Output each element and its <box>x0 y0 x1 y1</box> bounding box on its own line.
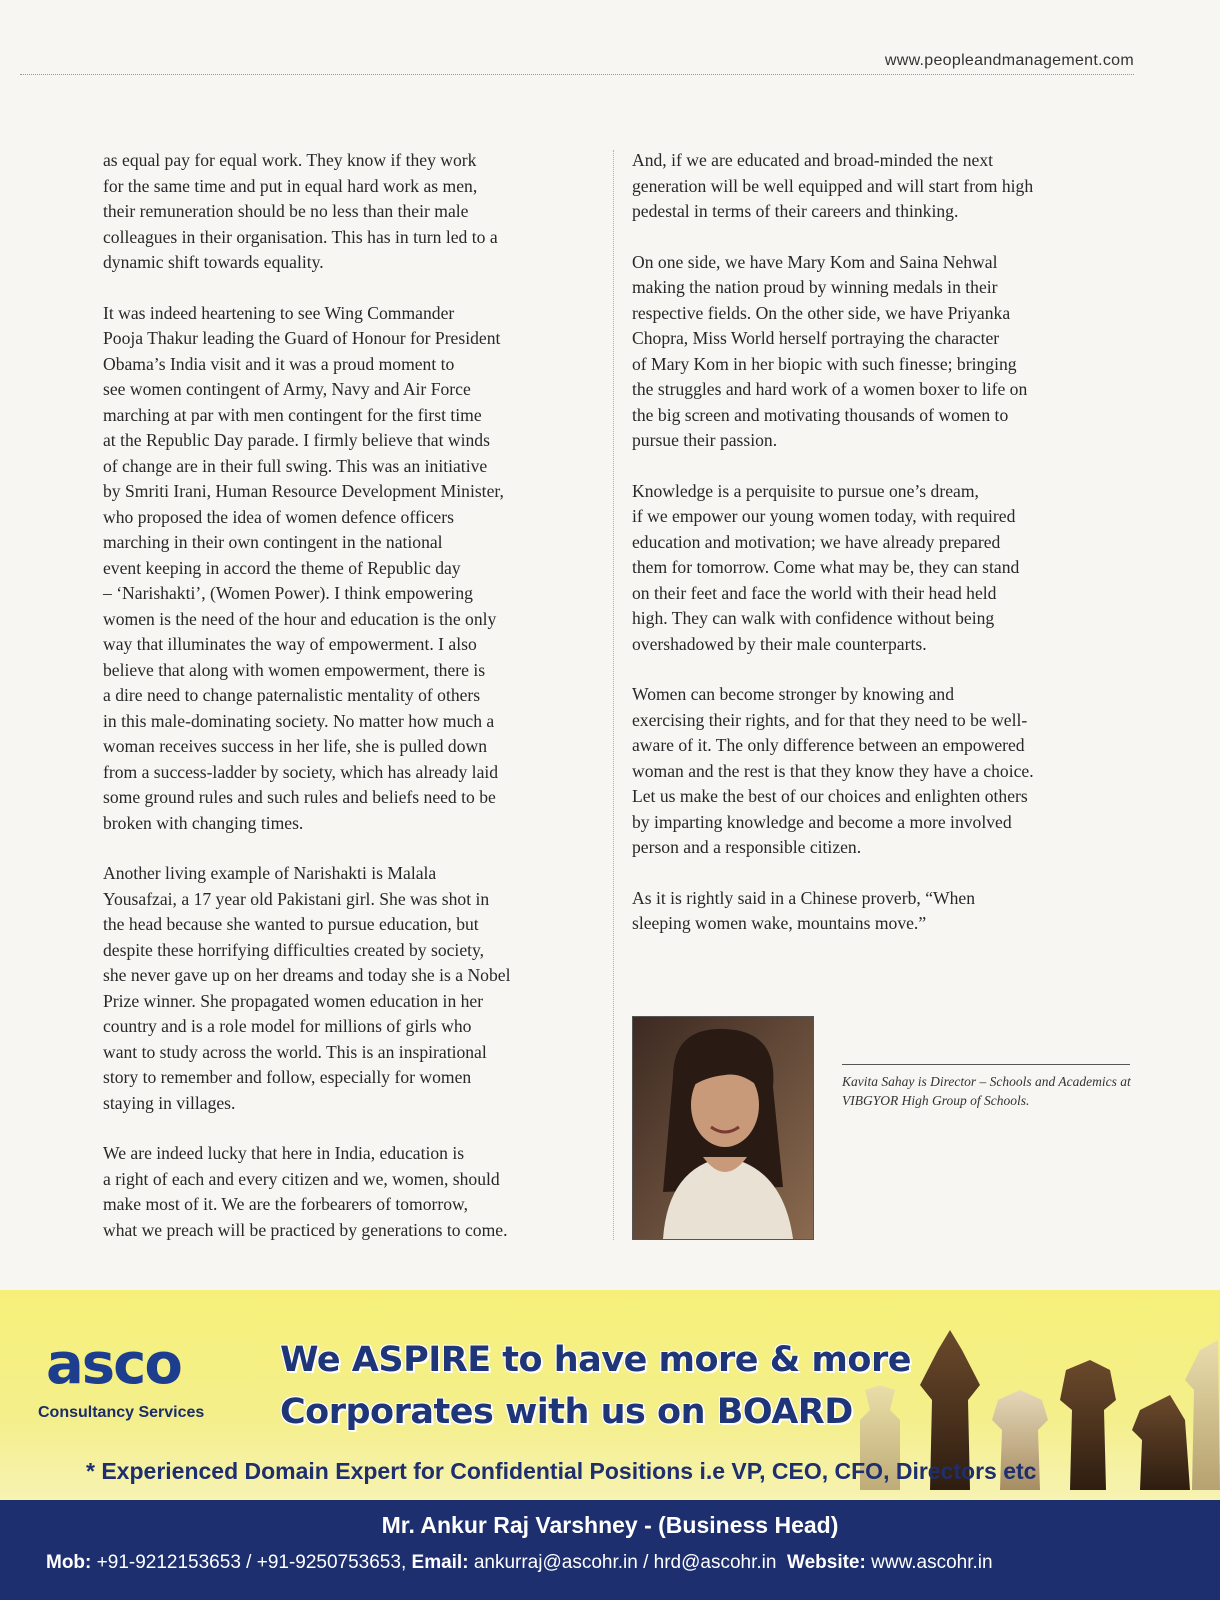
asco-logo <box>38 1334 228 1424</box>
header-divider <box>20 74 1134 75</box>
column-divider <box>613 150 614 1240</box>
website-label: Website: <box>787 1552 866 1573</box>
ad-headline-line2: Corporates with us on BOARD <box>280 1392 853 1432</box>
logo-subtitle: Consultancy Services <box>38 1404 205 1421</box>
article-paragraph: Knowledge is a perquisite to pursue one’s dream, if we empower our young women today, with required education and motivation; we have already prepared them for tomorrow. Come what may be, they can stand on their feet and face the world with their head held high. They can walk with confidence without being overshadowed by their male counterparts. <box>632 480 1020 654</box>
mob-label: Mob: <box>46 1552 92 1573</box>
article-right-column <box>632 148 1127 962</box>
logo-wordmark: asco <box>46 1332 181 1397</box>
ad-headline <box>280 1334 911 1438</box>
contact-name: Mr. Ankur Raj Varshney - (Business Head) <box>381 1512 839 1538</box>
article-paragraph: On one side, we have Mary Kom and Saina Nehwal making the nation proud by winning medals in their respective fields. On the other side, we have Priyanka Chopra, Miss World herself portraying the character of Mary Kom in her biopic with such finesse; bringing the struggles and hard work of a women boxer to life on the big screen and motivating thousands of women to pursue their passion. <box>632 251 1028 450</box>
header-url: www.peopleandmanagement.com <box>884 52 1134 69</box>
caption-divider <box>842 1064 1130 1065</box>
email-value: ankurraj@ascohr.in / hrd@ascohr.in <box>473 1552 777 1573</box>
article-paragraph: It was indeed heartening to see Wing Commander Pooja Thakur leading the Guard of Honour for President Obama’s India visit and it was a proud moment to see women contingent of Army, Navy and Air Force marching at par with men contingent for the first time at the Republic Day parade. I firmly believe that winds of change are in their full swing. This was an initiative by Smriti Irani, Human Resource Development Minister, who proposed the idea of women defence officers marching in their own contingent in the national event keeping in accord the theme of Republic day – ‘Narishakti’, (Women Power). I think empowering women is the need of the hour and education is the only way that illuminates the way of empowerment. I also believe that along with women empowerment, there is a dire need to change paternalistic mentality of others in this male-dominating society. No matter how much a woman receives success in her life, she is pulled down from a success-ladder by society, which has already laid some ground rules and such rules and beliefs need to be broken with changing times. <box>103 302 504 833</box>
website-value: www.ascohr.in <box>871 1552 993 1573</box>
ad-tagline: * Experienced Domain Expert for Confidential Positions i.e VP, CEO, CFO, Directors etc <box>86 1458 1037 1484</box>
ad-contact-bar <box>0 1500 1220 1600</box>
ad-headline-line1: We ASPIRE to have more & more <box>280 1340 911 1380</box>
article-paragraph: And, if we are educated and broad-minded the next generation will be well equipped and will start from high pedestal in terms of their careers and thinking. <box>632 150 1034 221</box>
article-paragraph: Another living example of Narishakti is Malala Yousafzai, a 17 year old Pakistani girl. She was shot in the head because she wanted to pursue education, but despite these horrifying difficulties created by society, she never gave up on her dreams and today she is a Nobel Prize winner. She propagated women education in her country and is a role model for millions of girls who want to study across the world. This is an inspirational story to remember and follow, especially for women staying in villages. <box>103 863 511 1113</box>
author-photo <box>632 1016 814 1240</box>
advertisement-banner <box>0 1290 1220 1600</box>
contact-details <box>46 1552 1206 1574</box>
article-paragraph: We are indeed lucky that here in India, education is a right of each and every citizen and we, women, should make most of it. We are the forbearers of tomorrow, what we preach will be practiced by generations to come. <box>103 1143 508 1240</box>
email-label: Email: <box>411 1552 469 1573</box>
author-caption: Kavita Sahay is Director – Schools and Academics at VIBGYOR High Group of Schools. <box>842 1074 1131 1108</box>
article-paragraph: as equal pay for equal work. They know if they work for the same time and put in equal hard work as men, their remuneration should be no less than their male colleagues in their organisation. This has in turn led to a dynamic shift towards equality. <box>103 150 498 272</box>
article-paragraph: As it is rightly said in a Chinese proverb, “When sleeping women wake, mountains move.” <box>632 887 976 933</box>
mob-value: +91-9212153653 / +91-9250753653, <box>96 1552 407 1573</box>
article-paragraph: Women can become stronger by knowing and exercising their rights, and for that they need to be well- aware of it. The only difference between an empowered woman and the rest is that they know they have a choice. Let us make the best of our choices and enlighten others by imparting knowledge and become a more involved person and a responsible citizen. <box>632 684 1034 857</box>
article-left-column <box>103 148 603 1268</box>
